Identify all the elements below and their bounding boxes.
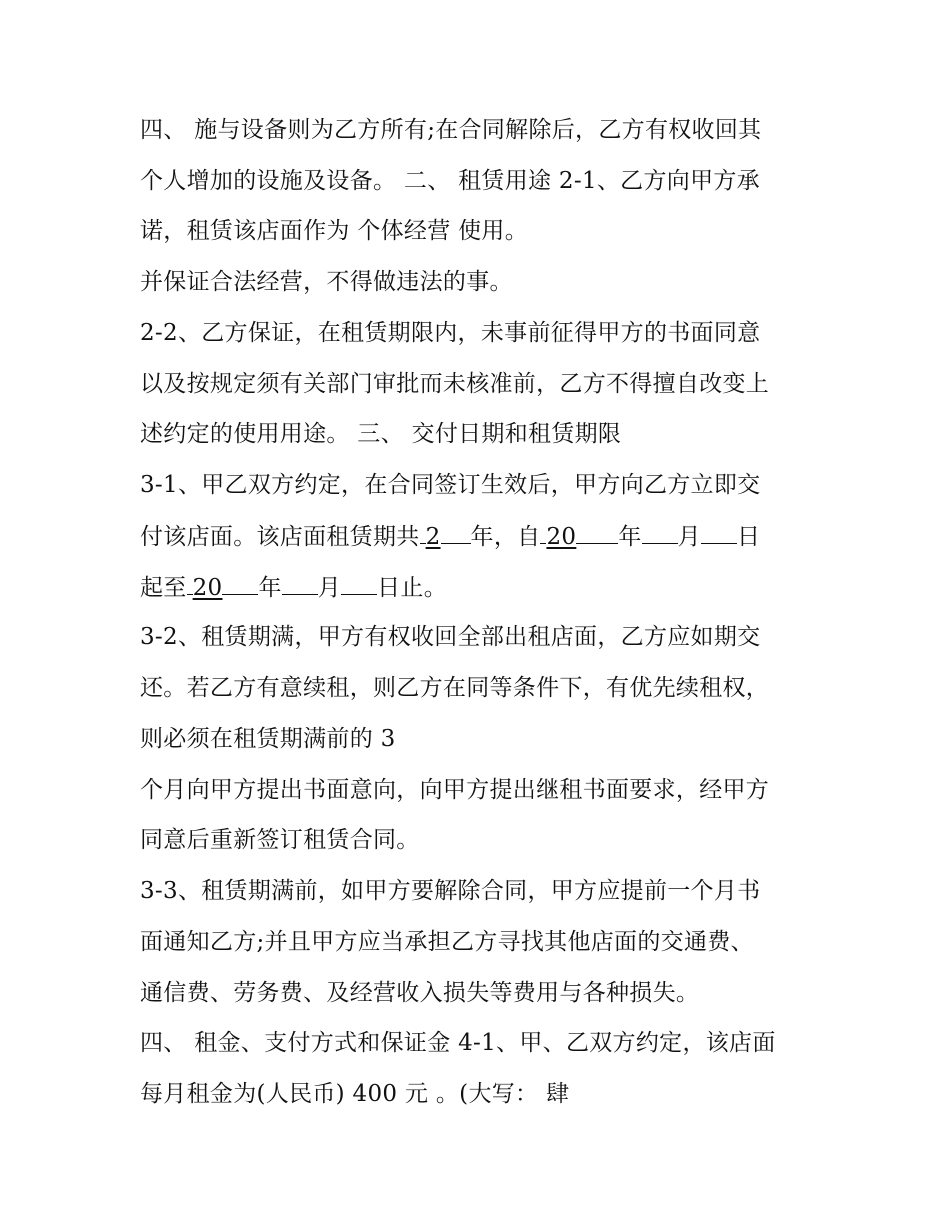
text-line: 通信费、劳务费、及经营收入损失等费用与各种损失。 [140, 980, 700, 1006]
text-line: 四、 租金、支付方式和保证金 4-1、甲、乙双方约定，该店面 [140, 1030, 776, 1056]
text-line: 以及按规定须有关部门审批而未核准前，乙方不得擅自改变上 [140, 371, 770, 397]
blank-field [576, 521, 618, 544]
start-year-prefix: 20 [546, 524, 577, 550]
lease-term-text: 年 [618, 524, 642, 550]
blank-field [701, 521, 737, 544]
lease-term-text: 月 [677, 524, 701, 550]
text-line: 每月租金为(人民币) 400 元 。(大写： 肆 [140, 1081, 570, 1107]
lease-end-line [140, 572, 830, 603]
lease-end-text: 月 [317, 575, 342, 601]
blank-field [282, 572, 318, 595]
text-line: 述约定的使用用途。 三、 交付日期和租赁期限 [140, 421, 622, 447]
lease-term-text: 付该店面。该店面租赁期共 [140, 524, 420, 550]
text-line: 并保证合法经营，不得做违法的事。 [140, 269, 513, 295]
lease-term-text: 年，自 [470, 524, 541, 550]
text-line: 诺，租赁该店面作为 个体经营 使用。 [140, 218, 529, 244]
lease-term-line [140, 521, 830, 552]
lease-end-text: 起至 [140, 575, 187, 601]
text-line: 3-3、租赁期满前，如甲方要解除合同，甲方应提前一个月书 [140, 878, 761, 904]
text-line: 四、 施与设备则为乙方所有;在合同解除后，乙方有权收回其 [140, 117, 762, 143]
text-line: 3-2、租赁期满，甲方有权收回全部出租店面，乙方应如期交 [140, 624, 761, 650]
lease-end-text: 年 [258, 575, 282, 601]
text-line: 3-1、甲乙双方约定，在合同签订生效后，甲方向乙方立即交 [140, 472, 761, 498]
blank-field [441, 521, 471, 544]
blank-field [222, 572, 258, 595]
blank-field [642, 521, 678, 544]
lease-years-value: 2 [425, 524, 441, 550]
text-line: 同意后重新签订租赁合同。 [140, 827, 420, 853]
text-line: 2-2、乙方保证，在租赁期限内，未事前征得甲方的书面同意 [140, 320, 761, 346]
lease-end-text: 日止。 [377, 575, 448, 601]
end-year-prefix: 20 [192, 575, 223, 601]
text-line: 个月向甲方提出书面意向，向甲方提出继租书面要求，经甲方 [140, 777, 770, 803]
text-line: 面通知乙方;并且甲方应当承担乙方寻找其他店面的交通费、 [140, 929, 754, 955]
text-line: 个人增加的设施及设备。 二、 租赁用途 2-1、乙方向甲方承 [140, 168, 760, 194]
text-line: 还。若乙方有意续租，则乙方在同等条件下，有优先续租权， [140, 675, 770, 701]
blank-field [341, 572, 377, 595]
text-line: 则必须在租赁期满前的 3 [140, 726, 396, 752]
lease-term-text: 日 [736, 524, 761, 550]
